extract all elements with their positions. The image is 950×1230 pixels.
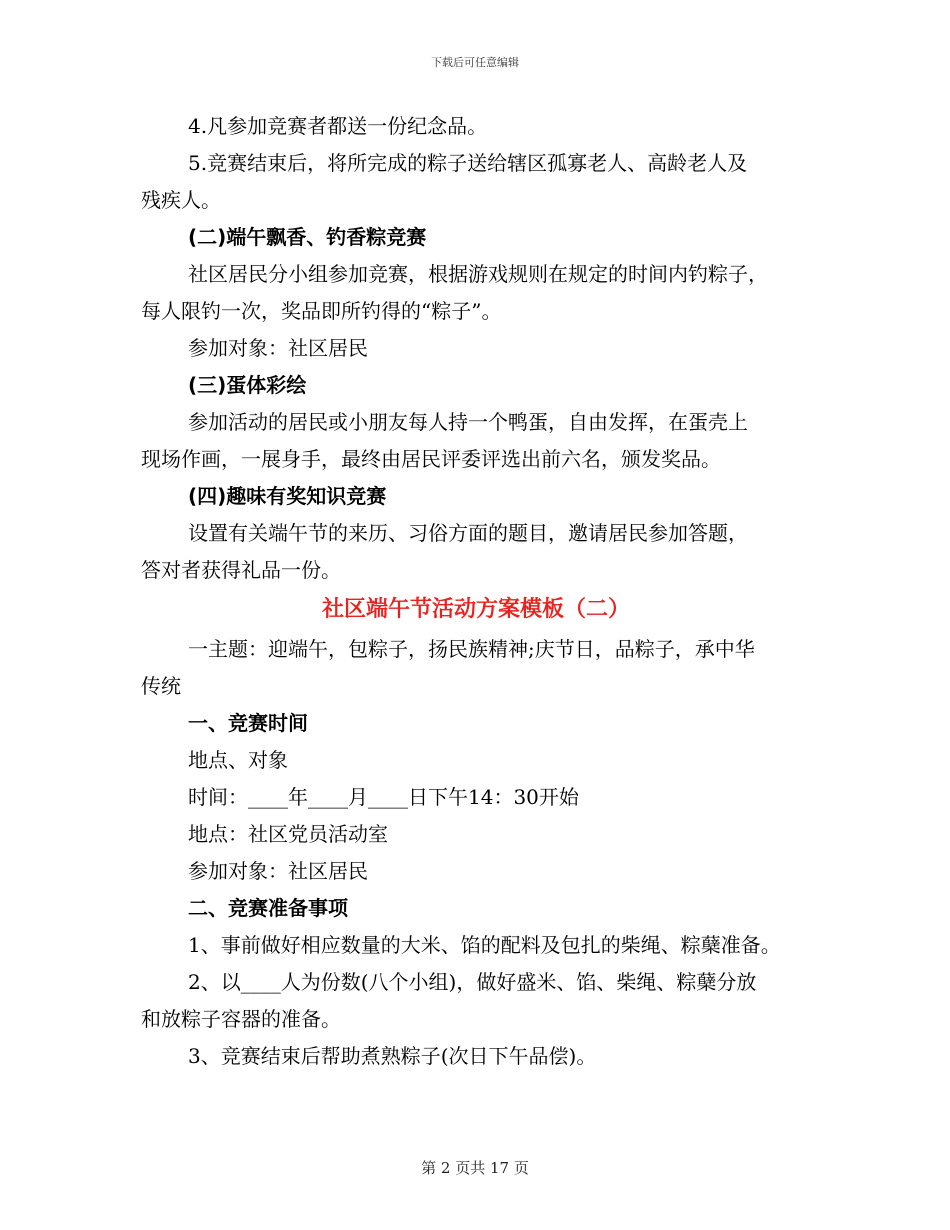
paragraph-line: 每人限钓一次，奖品即所钓得的“粽子”。	[141, 299, 502, 323]
paragraph-line: 3、竞赛结束后帮助煮熟粽子(次日下午品偿)。	[188, 1044, 597, 1068]
paragraph-line: 一主题：迎端午，包粽子，扬民族精神;庆节日，品粽子，承中华	[188, 637, 755, 661]
paragraph-line: 4.凡参加竞赛者都送一份纪念品。	[188, 114, 488, 138]
section-heading: 二、竞赛准备事项	[188, 896, 348, 920]
paragraph-line: 地点：社区党员活动室	[188, 822, 388, 846]
document-body	[141, 108, 821, 1075]
paragraph-line: 和放粽子容器的准备。	[141, 1007, 341, 1031]
section-heading: (三)蛋体彩绘	[188, 373, 307, 397]
section-heading: (二)端午飘香、钓香粽竞赛	[188, 225, 427, 249]
paragraph-line: 地点、对象	[188, 748, 288, 772]
paragraph-line: 参加活动的居民或小朋友每人持一个鸭蛋，自由发挥，在蛋壳上	[188, 410, 748, 434]
page-footer: 第 2 页共 17 页	[421, 1159, 529, 1177]
paragraph-line: 时间：____年____月____日下午14：30开始	[188, 785, 579, 809]
paragraph-line: 传统	[141, 674, 181, 698]
paragraph-line: 5.竞赛结束后，将所完成的粽子送给辖区孤寡老人、高龄老人及	[188, 151, 748, 175]
section-two-paragraphs	[141, 631, 821, 1075]
paragraph-line: 参加对象：社区居民	[188, 336, 368, 360]
section-one-paragraphs	[141, 108, 821, 589]
paragraph-line: 参加对象：社区居民	[188, 859, 368, 883]
paragraph-line: 1、事前做好相应数量的大米、馅的配料及包扎的柴绳、粽蘖准备。	[188, 933, 781, 957]
section-heading: 一、竞赛时间	[188, 711, 308, 735]
paragraph-line: 设置有关端午节的来历、习俗方面的题目，邀请居民参加答题，	[188, 521, 748, 545]
section-title: 社区端午节活动方案模板（二）	[321, 597, 630, 622]
paragraph-line: 2、以____人为份数(八个小组)，做好盛米、馅、柴绳、粽蘖分放	[188, 970, 757, 994]
paragraph-line: 社区居民分小组参加竞赛，根据游戏规则在规定的时间内钓粽子，	[188, 262, 768, 286]
section-heading: (四)趣味有奖知识竞赛	[188, 484, 387, 508]
paragraph-line: 现场作画，一展身手，最终由居民评委评选出前六名，颁发奖品。	[141, 447, 721, 471]
paragraph-line: 残疾人。	[141, 188, 221, 212]
page-header: 下载后可任意编辑	[431, 56, 519, 69]
paragraph-line: 答对者获得礼品一份。	[141, 558, 341, 582]
